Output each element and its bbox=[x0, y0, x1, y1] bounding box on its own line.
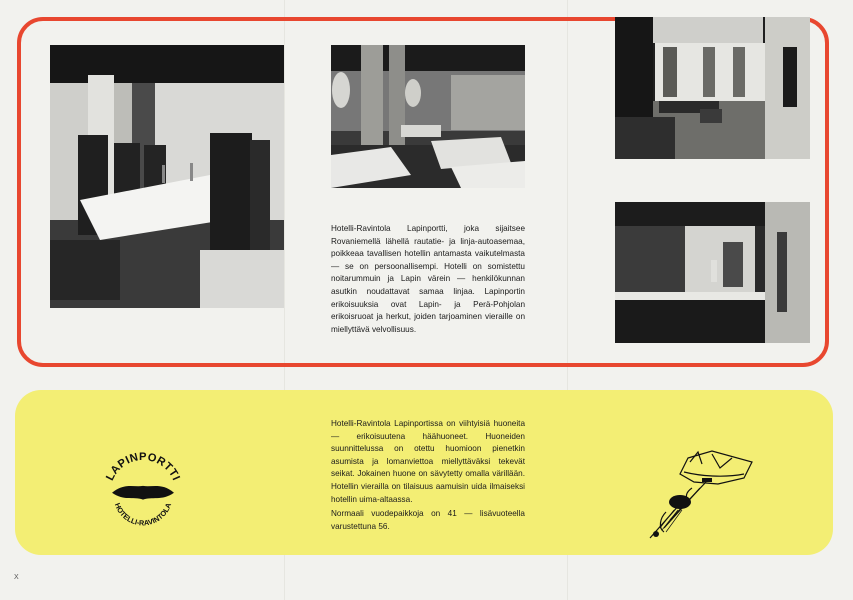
restaurant-hall-photo bbox=[331, 45, 525, 188]
page-mark: X bbox=[14, 574, 19, 581]
pool-photo bbox=[615, 202, 810, 343]
shaman-drum-sketch bbox=[640, 448, 758, 546]
lounge-photo bbox=[615, 17, 810, 159]
lapinportti-logo bbox=[100, 448, 186, 534]
rooms-paragraph: Hotelli-Ravintola Lapinportissa on viihtyisiä huoneita — erikoisuutena häähuoneet. Huoneiden suunnittelussa on otettu huomioon pienetkin asumista ja lomanviettoa miellyttäväksi tekevät seikat. Jokainen huone on sävytetty omalla värillään. Hotellin vierailla on tilaisuus aamuisin uida ilmaiseksi hotellin uima-altaassa. bbox=[331, 419, 525, 504]
intro-paragraph: Hotelli-Ravintola Lapinportti, joka sijaitsee Rovaniemellä lähellä rautatie- ja linja-autoasemaa, poikkeaa tavallisen hotellin antamasta vaikutelmasta — se on persoonallisempi. Hotelli on somistettu noitarummuin ja Lapin värein — henkilökunnan asutkin noudattavat samaa linjaa. Lapinportin erikoisuuksia ovat Lapin- ja Perä-Pohjolan erikoisruoat ja herkut, joiden tarjoaminen vieraille on miellyttävä velvollisuus. bbox=[331, 224, 525, 334]
logo-name: LAPINPORTTI bbox=[104, 451, 182, 483]
svg-text:LAPINPORTTI bbox=[104, 451, 182, 483]
svg-text:HOTELLI-RAVINTOLA bbox=[113, 501, 174, 528]
logo-subtitle: HOTELLI-RAVINTOLA bbox=[112, 501, 174, 528]
beds-paragraph: Normaali vuodepaikkoja on 41 — lisävuoteella varustettuna 56. bbox=[331, 509, 525, 531]
dining-room-photo bbox=[50, 45, 284, 308]
